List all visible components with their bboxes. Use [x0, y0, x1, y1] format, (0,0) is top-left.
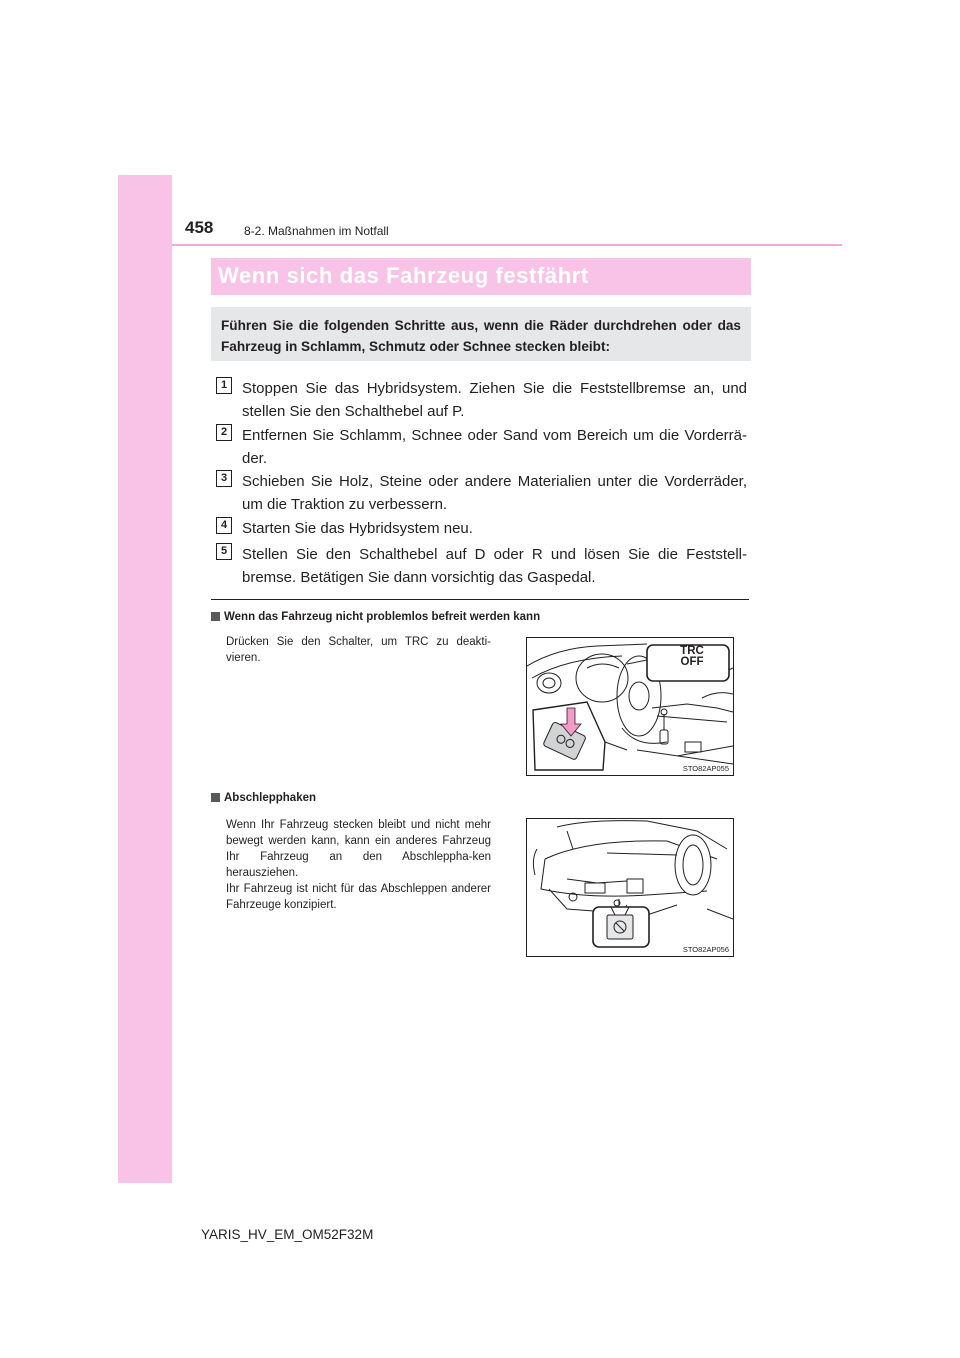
step-number-1: 1	[216, 377, 232, 394]
step-text-1: Stoppen Sie das Hybridsystem. Ziehen Sie die Feststellbremse an, und stellen Sie den Schalthebel auf P.	[242, 380, 747, 420]
step-text-5: Stellen Sie den Schalthebel auf D oder R und lösen Sie die Feststell-bremse. Betätigen Sie dann vorsichtig das Gaspedal.	[242, 546, 747, 586]
header-rule	[172, 244, 842, 246]
note-heading-trc	[211, 611, 540, 623]
step-number-2: 2	[216, 424, 232, 441]
square-bullet-icon	[211, 793, 220, 802]
note-text-trc: Drücken Sie den Schalter, um TRC zu deakti-vieren.	[226, 636, 491, 664]
page-footer: YARIS_HV_EM_OM52F32M	[201, 1227, 374, 1242]
page-title: Wenn sich das Fahrzeug festfährt	[218, 263, 589, 288]
section-divider	[211, 599, 749, 600]
step-number-4: 4	[216, 517, 232, 534]
trc-label-line1: TRC	[680, 645, 704, 657]
step-text-2: Entfernen Sie Schlamm, Schnee oder Sand vom Bereich um die Vorderrä-der.	[242, 427, 747, 467]
trc-off-switch-illustration	[526, 637, 734, 776]
section-header: 8-2. Maßnahmen im Notfall	[244, 224, 389, 238]
step-number-5: 5	[216, 543, 232, 560]
car-underside-drawing	[527, 819, 733, 956]
intro-box	[211, 307, 751, 361]
figure-code-towing: STO82AP056	[682, 945, 729, 954]
step-number-3: 3	[216, 470, 232, 487]
note-text-towing: Wenn Ihr Fahrzeug stecken bleibt und nicht mehr bewegt werden kann, kann ein anderes Fahrzeug Ihr Fahrzeug an den Abschleppha-ken herausziehen. Ihr Fahrzeug ist nicht für das Abschleppen anderer Fahrzeuge konzipiert.	[226, 819, 491, 911]
page-number: 458	[185, 218, 214, 237]
trc-label-line2: OFF	[680, 656, 704, 668]
square-bullet-icon	[211, 612, 220, 621]
figure-code-trc: STO82AP055	[682, 764, 729, 773]
trc-off-label	[657, 646, 727, 668]
step-text-3: Schieben Sie Holz, Steine oder andere Materialien unter die Vorderräder, um die Traktion zu verbessern.	[242, 473, 747, 513]
towing-hook-illustration	[526, 818, 734, 957]
title-bar	[211, 258, 751, 295]
note-heading-towing-text: Abschlepphaken	[224, 792, 317, 804]
note-heading-trc-text: Wenn das Fahrzeug nicht problemlos befreit werden kann	[224, 611, 541, 623]
page-sidebar-tab	[118, 175, 172, 1183]
intro-text: Führen Sie die folgenden Schritte aus, wenn die Räder durchdrehen oder das Fahrzeug in Schlamm, Schmutz oder Schnee stecken bleibt:	[221, 318, 741, 354]
note-heading-towing	[211, 792, 316, 804]
step-text-4: Starten Sie das Hybridsystem neu.	[242, 520, 473, 537]
